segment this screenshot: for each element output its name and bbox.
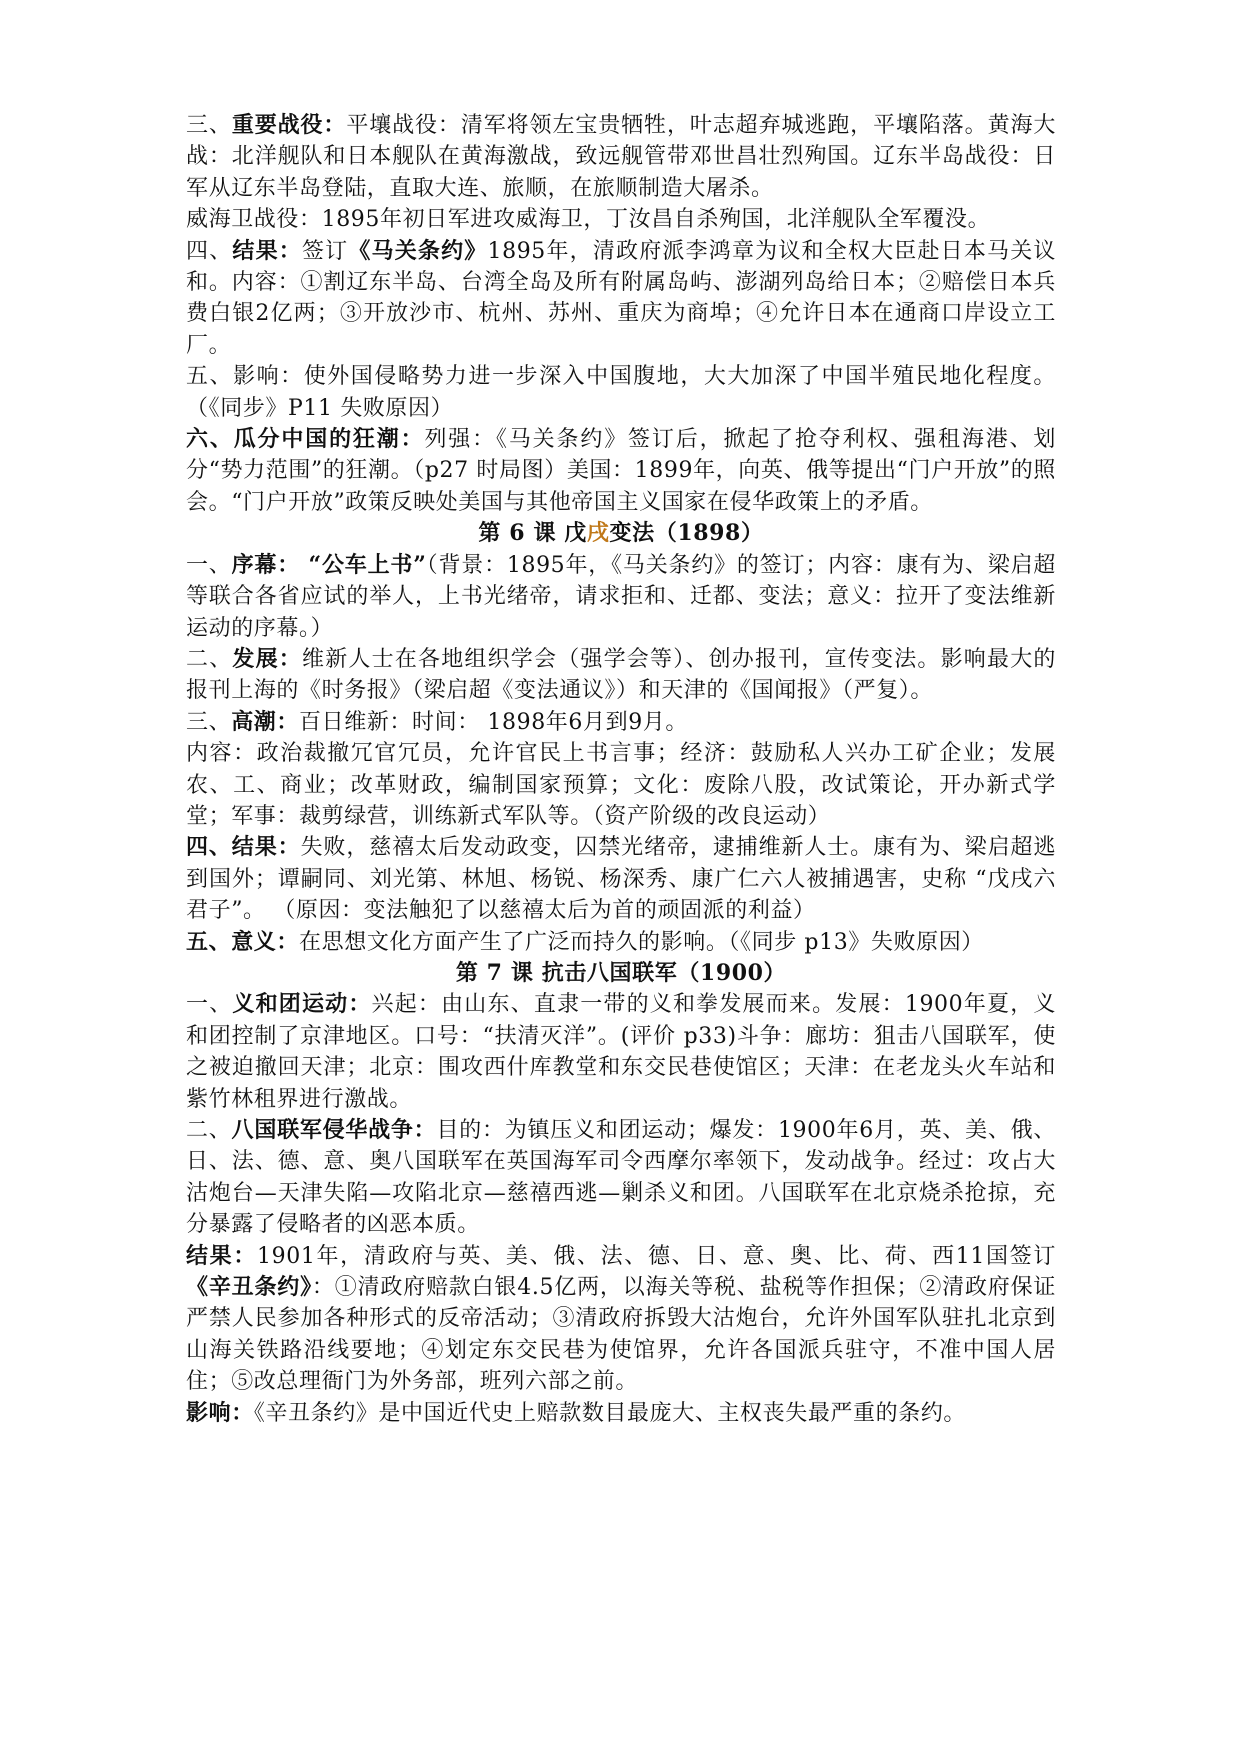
treaty-name: 《辛丑条约》 — [186, 1274, 312, 1301]
paragraph-result — [186, 236, 1056, 362]
section-text: 《辛丑条约》是中国近代史上赔款数目最庞大、主权丧失最严重的条约。 — [253, 1400, 967, 1426]
section-text: 五、影响：使外国侵略势力进一步深入中国腹地，大大加深了中国半殖民地化程度。（《同步》P11 失败原因） — [186, 364, 1056, 421]
section-heading: 结果： — [186, 1242, 258, 1269]
paragraph-boxer-protocol — [186, 1241, 1056, 1398]
section-heading: 重要战役： — [231, 112, 347, 138]
section-text: 1901年，清政府与英、美、俄、法、德、日、意、奥、比、荷、西11国签订 — [257, 1243, 1056, 1269]
section-number: 三、 — [186, 709, 232, 735]
treaty-name: 《马关条约》 — [348, 237, 488, 264]
paragraph-development — [186, 644, 1056, 707]
section-heading: 结果： — [232, 237, 302, 264]
lesson-title-part: 第 6 课 戊 — [478, 520, 587, 547]
paragraph-climax — [186, 707, 1056, 738]
section-number: 一、 — [186, 992, 233, 1018]
paragraph-partition — [186, 424, 1056, 518]
lesson-7-title: 第 7 课 抗击八国联军（1900） — [455, 959, 787, 986]
section-heading: 义和团运动： — [232, 991, 372, 1018]
paragraph-eight-nation-war — [186, 1115, 1056, 1241]
lesson-title-part: 变法（1898） — [609, 520, 764, 547]
section-text: ：①清政府赔款白银4.5亿两，以海关等税、盐税等作担保；②清政府保证严禁人民参加各种形式的反帝活动；③清政府拆毁大沽炮台，允许外国军队驻扎北京到山海关铁路沿线要地；④划定东交民巷为使馆界，允许各国派兵驻守，不准中国人居住；⑤改总理衙门为外务部，班列六部之前。 — [186, 1275, 1056, 1395]
section-text: 在思想文化方面产生了广泛而持久的影响。（《同步 p13》失败原因） — [299, 929, 984, 955]
section-text: 列强：《马关条约》签订后，掀起了抢夺利权、强租海港、划分“势力范围”的狂潮。（p27 时局图）美国：1899年，向英、俄等提出“门户开放”的照会。“门户开放”政策反映处美国与其他帝国主义国家在侵华政策上的矛盾。 — [186, 427, 1056, 515]
paragraph-prelude — [186, 550, 1056, 644]
section-number: 二、 — [186, 1118, 232, 1143]
section-heading: 发展： — [232, 645, 303, 672]
section-number: 二、 — [186, 646, 233, 672]
paragraph-weihaiwei — [186, 204, 1056, 235]
section-number: 一、 — [186, 552, 232, 578]
lesson-6-title — [186, 518, 1056, 549]
section-number: 三、 — [186, 113, 232, 138]
section-text: （背景：1895年，《马关条约》的签订；内容：康有为、梁启超等联合各省应试的举人，上书光绪帝，请求拒和、迁都、变法；意义：拉开了变法维新运动的序幕。） — [186, 552, 1057, 641]
section-heading: 六、瓜分中国的狂潮： — [186, 426, 425, 453]
paragraph-battles — [186, 110, 1056, 204]
section-text: 兴起：由山东、直隶一带的义和拳发展而来。发展：1900年夏，义和团控制了京津地区。口号：“扶清灭洋”。(评价 p33)斗争：廊坊：狙击八国联军，使之被迫撤回天津；北京：围攻西什库教堂和东交民巷使馆区；天津：在老龙头火车站和紫竹林租界进行激战。 — [186, 992, 1057, 1112]
section-text: 内容：政治裁撤冗官冗员，允许官民上书言事；经济：鼓励私人兴办工矿企业；发展农、工、商业；改革财政，编制国家预算；文化：废除八股，改试策论，开办新式学堂；军事：裁剪绿营，训练新式军队等。（资产阶级的改良运动） — [186, 741, 1056, 829]
section-text: 威海卫战役：1895年初日军进攻威海卫，丁汝昌自杀殉国，北洋舰队全军覆没。 — [186, 207, 991, 233]
section-heading: 四、结果： — [186, 834, 301, 861]
section-text: 维新人士在各地组织学会（强学会等）、创办报刊，宣传变法。影响最大的报刊上海的《时务报》（梁启超《变法通议》）和天津的《国闻报》（严复）。 — [186, 646, 1056, 704]
section-text: 目的：为镇压义和团运动；爆发：1900年6月，英、美、俄、日、法、德、意、奥八国联军在英国海军司令西摩尔率领下，发动战争。经过：攻占大沽炮台—天津失陷—攻陷北京—慈禧西逃—剿杀义和团。八国联军在北京烧杀抢掠，充分暴露了侵略者的凶恶本质。 — [186, 1118, 1057, 1238]
section-text: 签订 — [301, 238, 349, 264]
section-heading: 高潮： — [231, 708, 300, 735]
paragraph-reform-content — [186, 738, 1056, 832]
section-number: 四、 — [186, 238, 233, 264]
section-text: 1895年，清政府派李鸿章为议和全权大臣赴日本马关议和。内容：①割辽东半岛、台湾全岛及所有附属岛屿、澎湖列岛给日本；②赔偿日本兵费白银2亿两；③开放沙市、杭州、苏州、重庆为商埠；④允许日本在通商口岸设立工厂。 — [186, 238, 1057, 358]
paragraph-reform-significance — [186, 927, 1056, 958]
section-heading: 八国联军侵华战争： — [231, 1117, 437, 1143]
paragraph-reform-result — [186, 832, 1056, 926]
section-heading: 序幕： “公车上书” — [231, 551, 427, 578]
section-heading: 影响： — [186, 1399, 254, 1426]
paragraph-boxer-movement — [186, 989, 1056, 1115]
section-heading: 五、意义： — [186, 928, 300, 955]
section-text: 失败，慈禧太后发动政变，囚禁光绪帝，逮捕维新人士。康有为、梁启超逃到国外；谭嗣同、刘光第、林旭、杨锐、杨深秀、康广仁六人被捕遇害，史称 “戊戌六君子”。 （原因：变法触犯了以慈禧太后为首的顽固派的利益） — [186, 835, 1056, 924]
document-page — [186, 110, 1056, 1429]
paragraph-protocol-impact — [186, 1398, 1056, 1429]
section-text: 平壤战役：清军将领左宝贵牺牲，叶志超弃城逃跑，平壤陷落。黄海大战：北洋舰队和日本舰队在黄海激战，致远舰管带邓世昌壮烈殉国。辽东半岛战役：日军从辽东半岛登陆，直取大连、旅顺，在旅顺制造大屠杀。 — [186, 113, 1056, 201]
paragraph-impact — [186, 361, 1056, 424]
lesson-title-part: 戌 — [586, 520, 610, 547]
section-text: 百日维新：时间： 1898年6月到9月。 — [299, 709, 688, 735]
